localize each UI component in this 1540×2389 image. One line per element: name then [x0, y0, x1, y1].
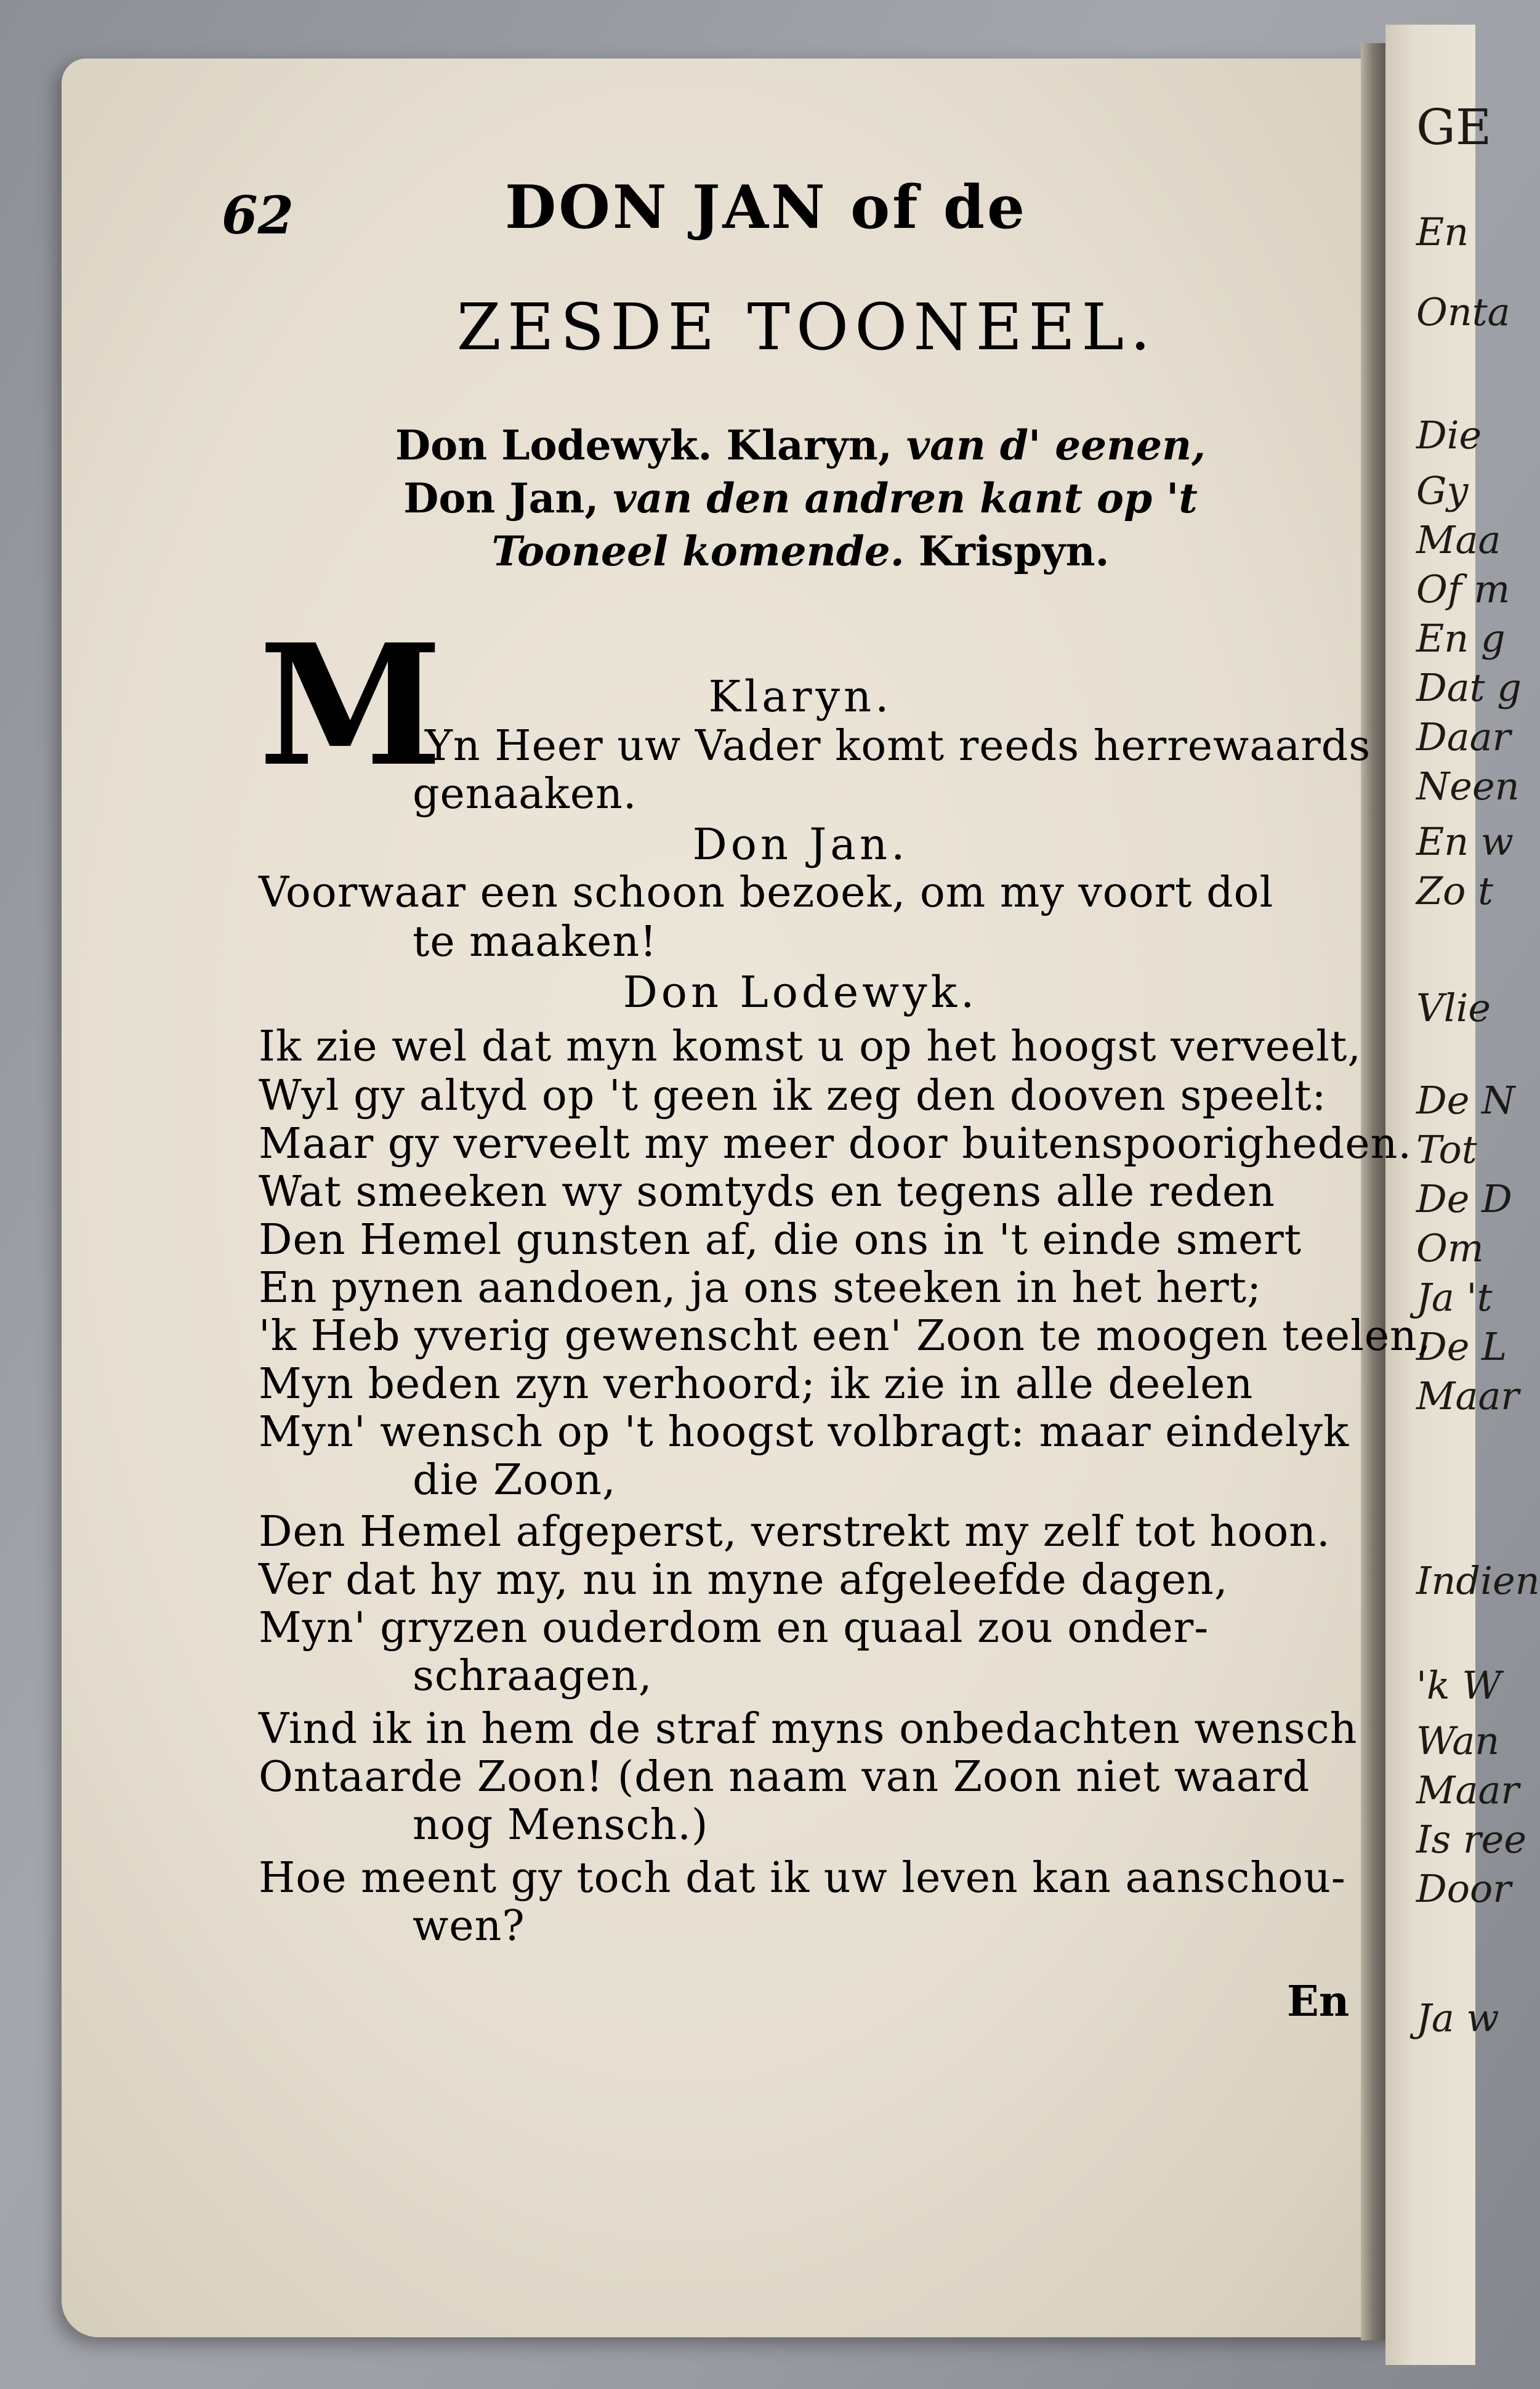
verse-line: Den Hemel gunsten af, die ons in 't einde smert [259, 1216, 1302, 1264]
verse-line: Yn Heer uw Vader komt reeds herrewaards [425, 722, 1371, 770]
verse-line: 'k Heb yverig gewenscht een' Zoon te moogen teelen, [259, 1312, 1432, 1360]
cast-line [246, 525, 1355, 578]
verse-line: Voorwaar een schoon bezoek, om my voort dol [259, 868, 1274, 917]
cast-list [246, 419, 1355, 578]
next-page-fragment: Die [1416, 413, 1482, 458]
verse-line: Maar gy verveelt my meer door buitenspoorigheden. [259, 1120, 1413, 1168]
verse-line: Hoe meent gy toch dat ik uw leven kan aanschou- [259, 1854, 1346, 1902]
verse-line: Wat smeeken wy somtyds en tegens alle reden [259, 1168, 1276, 1216]
cast-names: Krispyn. [904, 527, 1110, 575]
next-page-fragment: Dat g [1416, 665, 1522, 710]
next-page-fragment: Of m [1416, 567, 1510, 612]
next-page-fragment: En w [1416, 819, 1514, 864]
stage-direction: van den andren kant op 't [613, 474, 1198, 522]
verse-line: En pynen aandoen, ja ons steeken in het hert; [259, 1264, 1262, 1312]
next-page-fragment: Maar [1416, 1768, 1520, 1813]
verse-line: Den Hemel afgeperst, verstrekt my zelf tot hoon. [259, 1508, 1331, 1556]
next-page-fragment: Indien [1416, 1558, 1540, 1603]
catchword: En [1287, 1977, 1350, 2026]
next-page-fragment: Zo t [1416, 868, 1494, 913]
running-head: DON JAN of de [505, 172, 1028, 242]
next-page-fragment: Wan [1416, 1718, 1500, 1763]
next-page-fragment: Door [1416, 1866, 1512, 1911]
verse-line: wen? [413, 1902, 525, 1950]
next-page-fragment: Onta [1416, 289, 1510, 334]
verse-line: nog Mensch.) [413, 1801, 709, 1849]
next-page-fragment: Tot [1416, 1127, 1477, 1172]
next-page-fragment: En g [1416, 616, 1506, 661]
verse-line: die Zoon, [413, 1456, 616, 1505]
next-page-fragment: Ja 't [1416, 1275, 1493, 1320]
next-page-sliver [1385, 25, 1540, 2365]
verse-line: Vind ik in hem de straf myns onbedachten wensch [259, 1705, 1358, 1753]
verse-line: genaaken. [413, 770, 637, 819]
next-page-fragment: Ja w [1416, 1995, 1499, 2040]
speaker-don-lodewyk: Don Lodewyk. [623, 967, 978, 1017]
cast-line [246, 419, 1355, 472]
next-page-fragment: Maa [1416, 517, 1501, 562]
next-page-fragment: Om [1416, 1226, 1484, 1271]
page-number: 62 [222, 185, 294, 246]
next-page-fragment: 'k W [1416, 1663, 1502, 1708]
verse-line: Myn' gryzen ouderdom en quaal zou onder- [259, 1604, 1209, 1652]
next-page-fragment: Vlie [1416, 985, 1491, 1030]
cast-names: Don Jan, [403, 474, 613, 522]
cast-line [246, 472, 1355, 525]
next-page-fragment: GE [1416, 99, 1492, 156]
stage-direction: van d' eenen, [906, 421, 1206, 469]
verse-line: Ontaarde Zoon! (den naam van Zoon niet waard [259, 1753, 1310, 1801]
next-page-fragment: Is ree [1416, 1817, 1527, 1862]
verse-line: Ver dat hy my, nu in myne afgeleefde dagen, [259, 1556, 1228, 1604]
next-page-fragment: Daar [1416, 714, 1511, 759]
verse-line: Ik zie wel dat myn komst u op het hoogst verveelt, [259, 1022, 1361, 1071]
verse-line: Wyl gy altyd op 't geen ik zeg den dooven speelt: [259, 1072, 1327, 1120]
next-page-fragment: Neen [1416, 764, 1520, 809]
scene-title: ZESDE TOONEEL. [456, 289, 1157, 365]
cast-names: Don Lodewyk. Klaryn, [395, 421, 906, 469]
next-page-fragment: De N [1416, 1078, 1515, 1123]
speaker-klaryn: Klaryn. [708, 671, 893, 722]
next-page-fragment: De L [1416, 1324, 1507, 1369]
drop-cap: M [259, 607, 443, 803]
stage-direction: Tooneel komende. [491, 527, 905, 575]
verse-line: schraagen, [413, 1652, 653, 1700]
book-gutter [1361, 43, 1385, 2340]
next-page-fragment: De D [1416, 1176, 1512, 1221]
verse-line: te maaken! [413, 918, 658, 966]
next-page-fragment: Gy [1416, 468, 1469, 513]
speaker-don-jan: Don Jan. [692, 819, 909, 870]
next-page-fragment: Maar [1416, 1373, 1520, 1418]
next-page-fragment: En [1416, 209, 1469, 254]
verse-line: Myn' wensch op 't hoogst volbragt: maar eindelyk [259, 1408, 1350, 1457]
verse-line: Myn beden zyn verhoord; ik zie in alle deelen [259, 1360, 1254, 1409]
